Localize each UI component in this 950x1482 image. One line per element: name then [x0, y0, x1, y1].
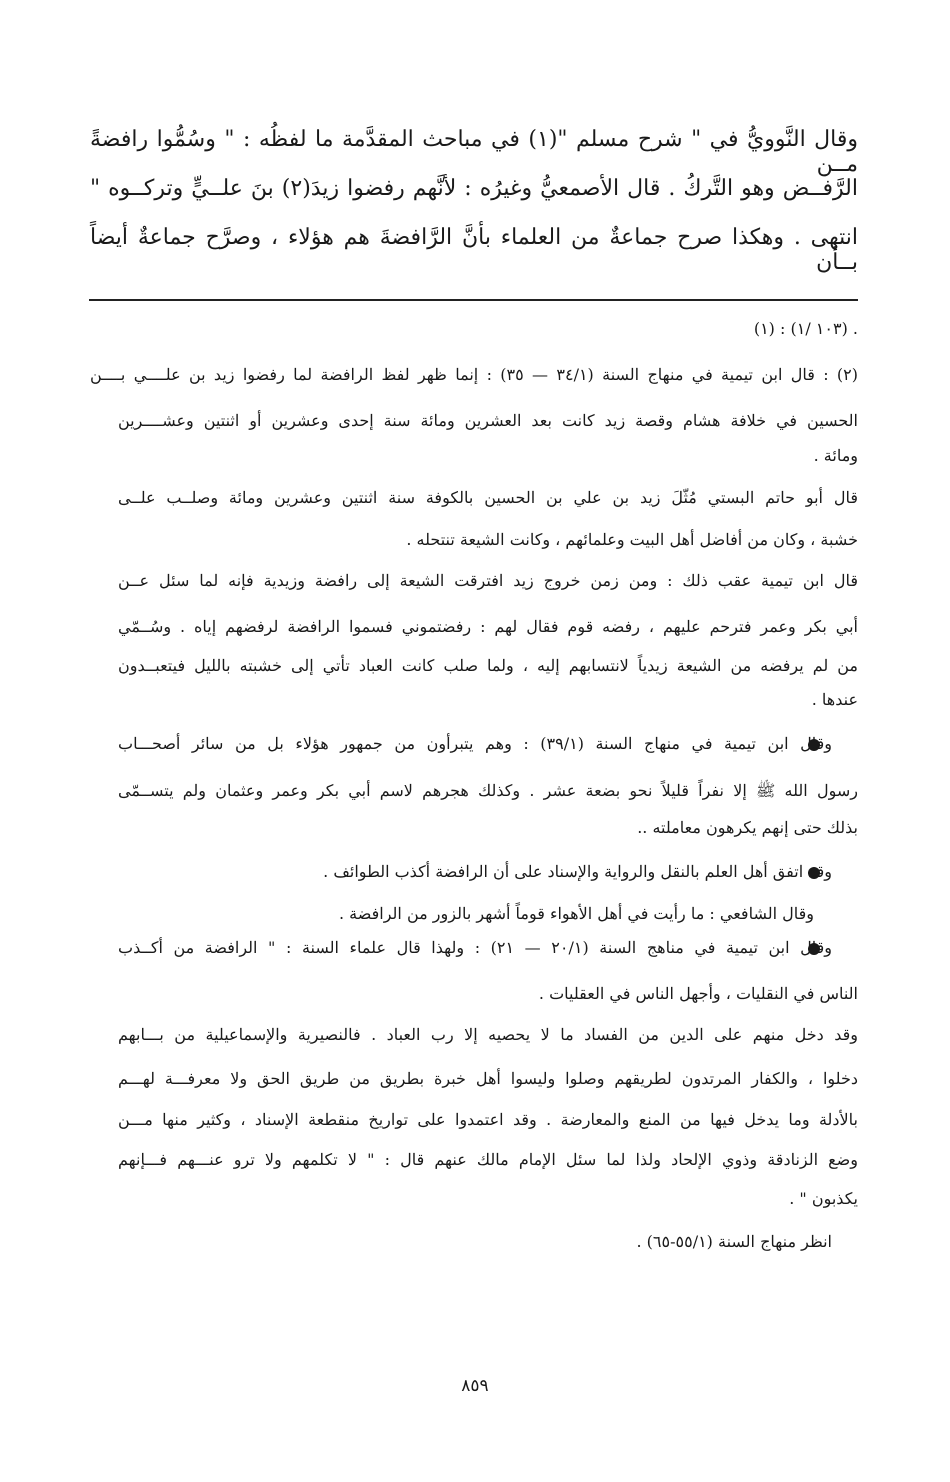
- bullet-2-line: وقد اتفق أهل العلم بالنقل والرواية والإسناد على أن الرافضة أكذب الطوائف .: [323, 862, 832, 881]
- ibn-taymiyya-line-3: من لم يرفضه من الشيعة زيدياً لانتسابهم إليه ، ولما صلب كانت العباد تأتي إلى خشبته بالليل فيتعبــدون: [118, 656, 858, 675]
- main-text-line-3: انتهى . وهكذا صرح جماعةٌ من العلماء بأنَّ الرَّافضةَ هم هؤلاء ، وصرَّح جماعةٌ أيضاً بــأن: [90, 225, 858, 275]
- entry-line-2: دخلوا ، والكفار المرتدون لطريقهم وصلوا وليسوا أهل خبرة بطريق من طريق الحق ولا معرفـــة لهـــم: [118, 1069, 858, 1088]
- main-text-line-1: وقال النَّوويُّ في " شرح مسلم "(١) في مباحث المقدَّمة ما لفظُه : " وسُمُّوا رافضةً مــن: [90, 127, 858, 177]
- see-reference-line: انظر منهاج السنة (٥٥/١-٦٥) .: [636, 1232, 832, 1251]
- abu-hatim-line-1: قال أبو حاتم البستي مُثّلَ زيد بن علي بن الحسين بالكوفة سنة اثنتين وعشرين ومائة وصلــب علــى: [118, 488, 858, 507]
- abu-hatim-line-2: خشبة ، وكان من أفاضل أهل البيت وعلمائهم ، وكانت الشيعة تنتحله .: [406, 530, 858, 549]
- bullet-3-line-2: الناس في النقليات ، وأجهل الناس في العقليات .: [538, 984, 858, 1003]
- ibn-taymiyya-line-2: أبي بكر وعمر فترحم عليهم ، رفضه قوم فقال لهم : رفضتموني فسموا الرافضة لرفضهم إياه . وسُــمّي: [118, 617, 858, 636]
- shafii-line: وقال الشافعي : ما رأيت في أهل الأهواء قوماً أشهر بالزور من الرافضة .: [339, 904, 814, 923]
- footnote-2-line-3: ومائة .: [813, 446, 858, 465]
- page-number: ٨٥٩: [461, 1376, 489, 1396]
- bullet-1-line-3: بذلك حتى إنهم يكرهون معاملته ..: [637, 818, 858, 837]
- ibn-taymiyya-line-4: عندها .: [811, 690, 858, 709]
- entry-line-3: بالأدلة وما يدخل فيها من المنع والمعارضة . وقد اعتمدوا على تواريخ منقطعة الإسناد ، وكثير منها مـــن: [118, 1110, 858, 1129]
- footnote-2-line-1: (٢) : قال ابن تيمية في منهاج السنة (٣٤/١ — ٣٥) : إنما ظهر لفظ الرافضة لما رفضوا زيد بن علــــي بــــن: [90, 365, 859, 384]
- entry-line-4: وضع الزنادقة وذوي الإلحاد ولذا لما سئل الإمام مالك عنهم قال : " لا تكلمهم ولا ترو عنـــهم فـــإنهم: [118, 1150, 858, 1169]
- main-text-line-2: الرَّفــض وهو التَّركُ . قال الأصمعيُّ وغيرُه : لأنَّهم رفضوا زيدَ(٢) بنَ علــيٍّ وتركــوه ": [90, 176, 859, 201]
- bullet-1-line-2: رسول الله ﷺ إلا نفراً قليلاً نحو بضعة عشر . وكذلك هجرهم لاسم أبي بكر وعمر وعثمان ولم يتســمّى: [118, 781, 858, 800]
- footnote-separator: [89, 299, 858, 301]
- bullet-1-line-1: وقال ابن تيمية في منهاج السنة (٣٩/١) : وهم يتبرأون من جمهور هؤلاء بل من سائر أصحـــاب: [118, 734, 833, 753]
- bullet-3-line-1: وقال ابن تيمية في مناهج السنة (٢٠/١ — ٢١) : ولهذا قال علماء السنة : " الرافضة من أكــذب: [118, 938, 833, 957]
- footnote-1: . (١٠٣ /١) : (١): [753, 319, 858, 338]
- entry-line-1: وقد دخل منهم على الدين من الفساد ما لا يحصيه إلا رب العباد . فالنصيرية والإسماعيلية من بـــابهم: [118, 1025, 859, 1044]
- ibn-taymiyya-line-1: قال ابن تيمية عقب ذلك : ومن زمن خروج زيد افترقت الشيعة إلى رافضة وزيدية فإنه لما سئل عــن: [118, 571, 858, 590]
- entry-line-5: يكذبون " .: [789, 1189, 858, 1208]
- footnote-2-line-2: الحسين في خلافة هشام وقصة زيد كانت بعد العشرين ومائة سنة إحدى وعشرين أو اثنتين وعشــــرين: [118, 411, 858, 430]
